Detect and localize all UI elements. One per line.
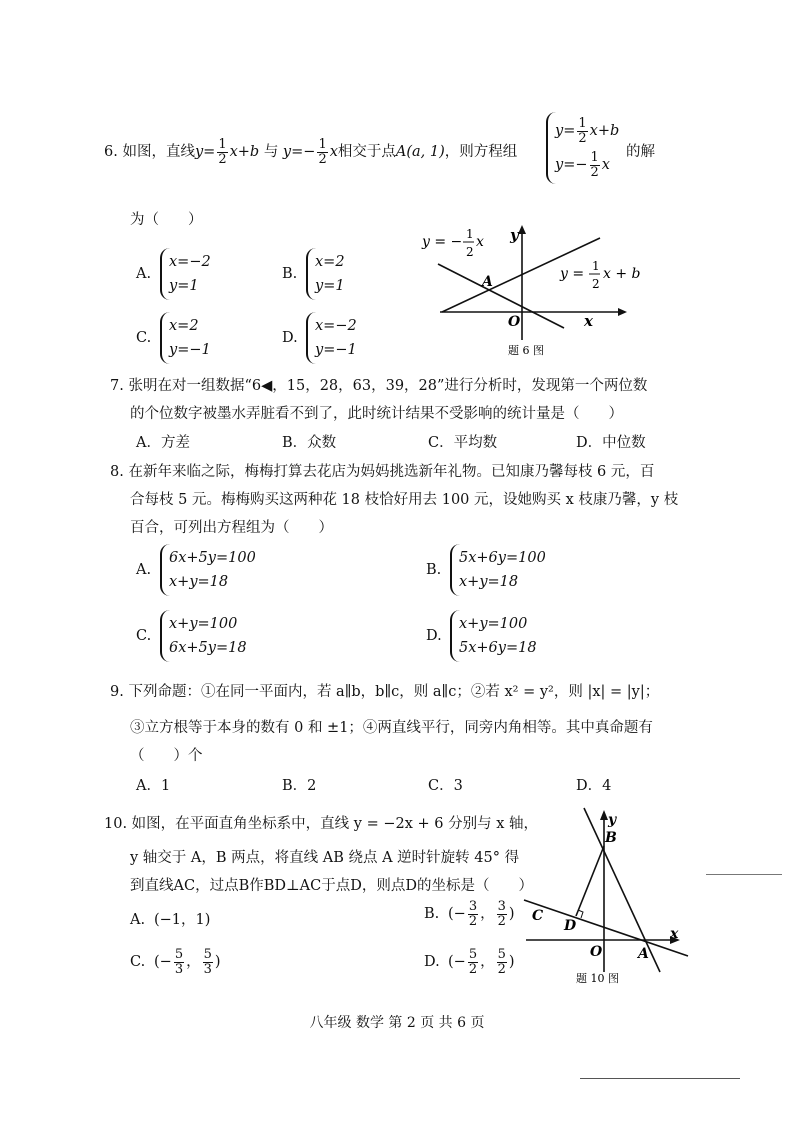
q10-option-d[interactable]: D. (− $\frac{5}{2}$ ， $\frac{5}{2}$ ) [424, 947, 515, 977]
q6-label-line2: y = − [422, 234, 463, 250]
q6-label-x: x [584, 312, 593, 330]
svg-text:2: 2 [466, 245, 474, 259]
q10-caption: 题 10 图 [576, 972, 619, 985]
q10-option-b[interactable]: B. (− $\frac{3}{2}$ ， $\frac{3}{2}$ ) [424, 899, 515, 929]
q6-y-arrow [518, 225, 526, 234]
q10-label-d: D [564, 918, 577, 934]
q10-label-c: C [532, 908, 544, 924]
q7-stem-line1: 7. 张明在对一组数据“6◀，15，28，63，39，28”进行分析时，发现第一个两位数 [110, 378, 648, 394]
q6-label-o: O [508, 314, 521, 330]
q9-stem-line3: （ ）个 [130, 748, 203, 764]
svg-text:x: x [476, 234, 484, 250]
q10-stem-line2: y 轴交于 A，B 两点，将直线 AB 绕点 A 逆时针旋转 45° 得 [130, 850, 520, 866]
q8-option-d[interactable]: D. x+y=100 5x+6y=18 [426, 610, 537, 662]
q10-stem-line3: 到直线AC，过点B作BD⊥AC于点D，则点D的坐标是（ ） [130, 878, 533, 894]
svg-text:2: 2 [592, 277, 600, 291]
q6-stem-line1: 6. 如图，直线y= $\frac{1}{2}$ x+b 与 y=− $\frac{1}{2}$ x相交于点A(a, 1)，则方程组 [104, 137, 518, 167]
q7-stem-line2: 的个位数字被墨水弄脏看不到了，此时统计结果不受影响的统计量是（ ） [130, 406, 623, 422]
scan-mark-line [706, 874, 782, 875]
svg-text:1: 1 [592, 259, 600, 273]
q8-number: 8. [110, 464, 124, 480]
q7-option-c[interactable]: C．平均数 [428, 435, 498, 451]
q9-stem-line1: 9. 下列命题：①在同一平面内，若 a∥b，b∥c，则 a∥c；②若 x² = y²，则 |x| = |y|； [110, 684, 660, 700]
q9-option-b[interactable]: B．2 [282, 778, 317, 794]
q8-stem-line3: 百合，可列出方程组为（ ） [130, 520, 333, 536]
q7-option-b[interactable]: B．众数 [282, 435, 337, 451]
q10-line-ac [524, 900, 688, 956]
q8-stem-line1: 8. 在新年来临之际，梅梅打算去花店为妈妈挑选新年礼物。已知康乃馨每枝 6 元，百 [110, 464, 655, 480]
q6-option-b[interactable]: B. x=2 y=1 [282, 248, 345, 300]
q9-number: 9. [110, 684, 124, 700]
q6-system: y= $\frac{1}{2}$ x+b y=− $\frac{1}{2}$ x [546, 112, 619, 184]
q8-stem-line2: 合每枝 5 元。梅梅购买这两种花 18 枝恰好用去 100 元，设她购买 x 枝康乃馨，y 枝 [130, 492, 679, 508]
page-footer: 八年级 数学 第 2 页 共 6 页 [309, 1015, 485, 1031]
q10-y-arrow [600, 810, 608, 820]
q6-label-y: y [510, 226, 519, 244]
q10-segment-bd [576, 846, 604, 916]
q7-number: 7. [110, 378, 124, 394]
q7-option-a[interactable]: A．方差 [136, 435, 190, 451]
q8-option-a[interactable]: A. 6x+5y=100 x+y=18 [136, 544, 256, 596]
q10-option-c[interactable]: C. (− $\frac{5}{3}$ ， $\frac{5}{3}$ ) [130, 947, 221, 977]
q10-label-x: x [670, 926, 679, 942]
q8-option-c[interactable]: C. x+y=100 6x+5y=18 [136, 610, 247, 662]
q6-caption: 题 6 图 [508, 344, 544, 357]
scan-mark-line-bottom [580, 1078, 740, 1079]
q7-option-d[interactable]: D．中位数 [576, 435, 646, 451]
q6-x-arrow [618, 308, 627, 316]
q9-option-d[interactable]: D．4 [576, 778, 612, 794]
q6-label-line1: y = [560, 266, 585, 282]
q6-number: 6. [104, 144, 118, 161]
q9-option-a[interactable]: A．1 [136, 778, 171, 794]
q8-option-b[interactable]: B. 5x+6y=100 x+y=18 [426, 544, 546, 596]
q6-line-negative [438, 264, 564, 328]
svg-text:1: 1 [466, 227, 474, 241]
q10-label-y: y [608, 812, 617, 828]
q10-stem-line1: 10. 如图，在平面直角坐标系中，直线 y = −2x + 6 分别与 x 轴， [104, 816, 538, 832]
q10-number: 10. [104, 816, 128, 832]
q6-figure [418, 220, 658, 362]
q10-figure [520, 804, 700, 990]
q6-stem-line2: 为（ ） [130, 212, 203, 228]
q9-option-c[interactable]: C．3 [428, 778, 463, 794]
q10-label-o: O [590, 944, 603, 960]
q10-option-a[interactable]: A. (−1，1) [130, 912, 211, 928]
q6-option-c[interactable]: C. x=2 y=−1 [136, 312, 211, 364]
q6-option-a[interactable]: A. x=−2 y=1 [136, 248, 211, 300]
q10-label-a: A [638, 946, 649, 962]
q6-option-d[interactable]: D. x=−2 y=−1 [282, 312, 357, 364]
svg-text:x + b: x + b [603, 266, 641, 282]
q6-label-a: A [482, 274, 493, 290]
q9-stem-line2: ③立方根等于本身的数有 0 和 ±1；④两直线平行，同旁内角相等。其中真命题有 [130, 720, 653, 736]
q6-stem-end: 的解 [626, 144, 655, 160]
q10-label-b: B [605, 830, 617, 846]
